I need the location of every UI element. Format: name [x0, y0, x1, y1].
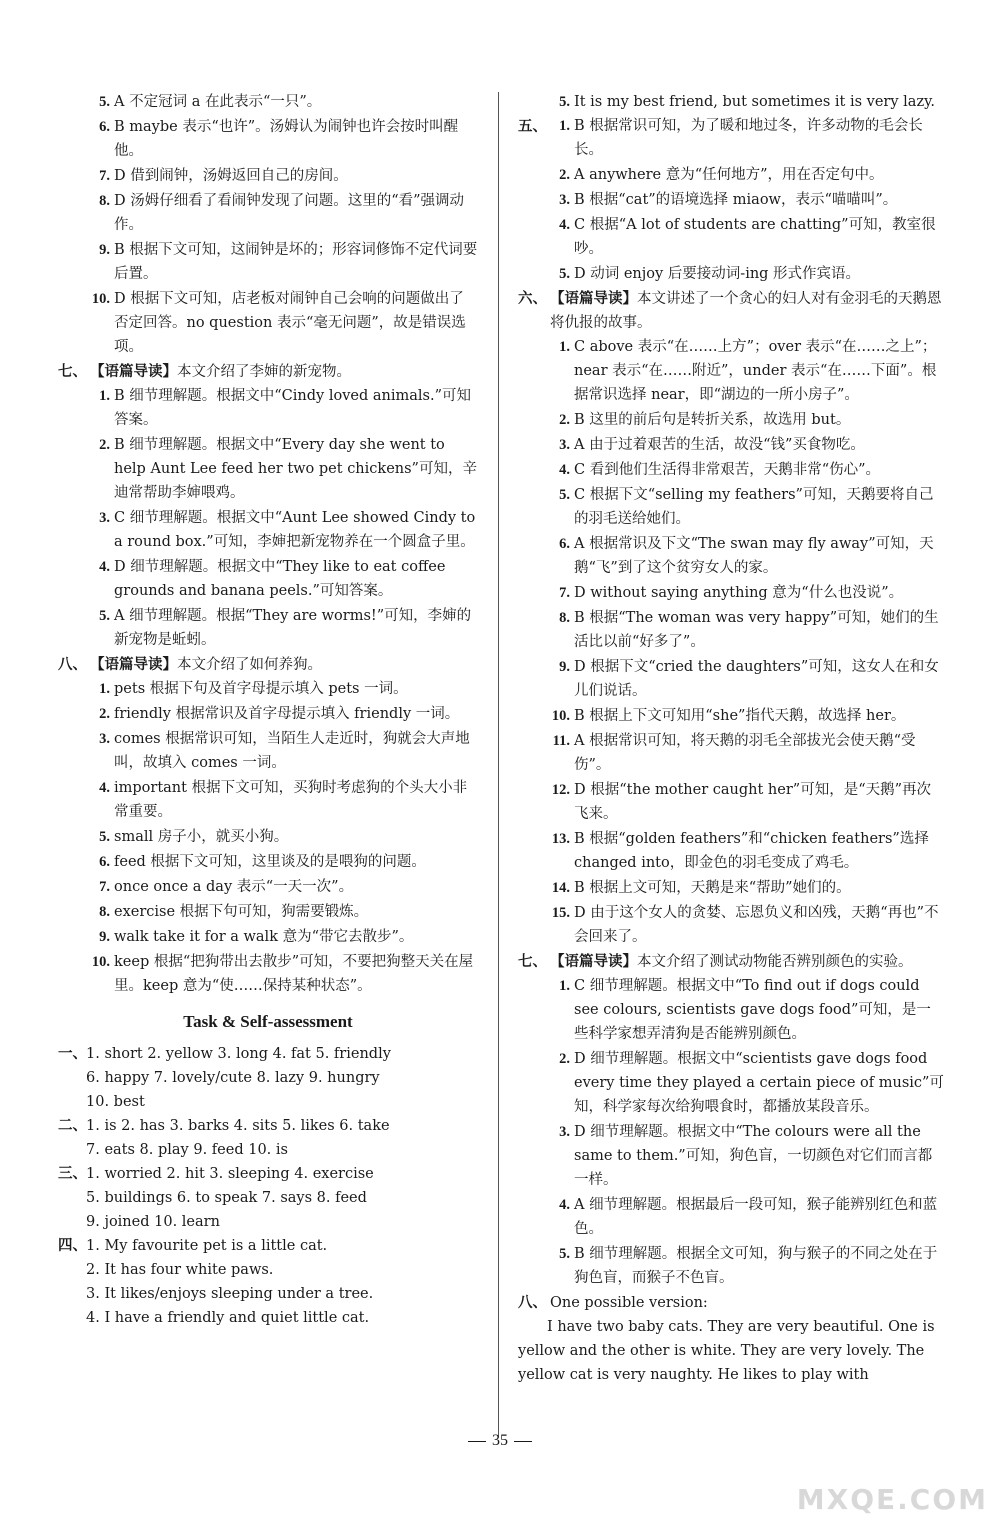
task-answers: [58, 1042, 478, 1330]
item-text: C 看到他们生活得非常艰苦，天鹅非常“伤心”。: [574, 462, 881, 478]
list-item: [58, 90, 478, 114]
item-text: A 细节理解题。根据最后一段可知，猴子能辨别红色和蓝色。: [574, 1197, 938, 1237]
item-number: 11.: [552, 733, 570, 749]
part6-heading: [518, 287, 944, 335]
part7-heading: [58, 360, 478, 384]
task-section-number: 三、: [58, 1165, 87, 1182]
list-item: [58, 900, 478, 924]
item-text: A 由于过着艰苦的生活，故没“钱”买食物吃。: [574, 437, 865, 453]
task-section: [58, 1042, 478, 1114]
list-item: [58, 677, 478, 701]
list-item: [518, 827, 944, 875]
list-item: [58, 238, 478, 286]
item-text: B 根据下文可知，这闹钟是坏的；形容词修饰不定代词要后置。: [114, 242, 478, 282]
list-item: [518, 655, 944, 703]
part7-list: [58, 384, 478, 652]
item-number: 5.: [559, 487, 570, 503]
item-text: A anywhere 意为“任何地方”，用在否定句中。: [574, 167, 884, 183]
part8-heading: [518, 1291, 944, 1315]
list-item: [518, 335, 944, 407]
item-text: walk take it for a walk 意为“带它去散步”。: [114, 929, 414, 945]
reading-guide-label: 【语篇导读】: [550, 290, 637, 307]
item-number: 14.: [551, 880, 570, 896]
list-item: [58, 702, 478, 726]
item-text: D 动词 enjoy 后要接动词-ing 形式作宾语。: [574, 266, 861, 282]
item-number: 2.: [559, 412, 570, 428]
item-number: 10.: [91, 954, 110, 970]
list-item: [518, 188, 944, 212]
item-text: B 细节理解题。根据文中“Every day she went to help Aunt Lee feed her two pet chickens”可知，辛迪常帮助李婶喂鸡。: [114, 437, 477, 501]
item-text: B 根据“cat”的语境选择 miaow，表示“喵喵叫”。: [574, 192, 898, 208]
item-number: 8.: [559, 610, 570, 626]
item-number: 3.: [559, 1124, 570, 1140]
item-number: 7.: [559, 585, 570, 601]
item-number: 13.: [551, 831, 570, 847]
reading-guide-label: 【语篇导读】: [90, 363, 177, 380]
item-number: 5.: [99, 608, 110, 624]
item-number: 1.: [559, 978, 570, 994]
part7-number: 七、: [518, 953, 547, 970]
item-text: A 根据常识可知，将天鹅的羽毛全部拔光会使天鹅“受伤”。: [574, 733, 916, 773]
item-text: friendly 根据常识及首字母提示填入 friendly 一词。: [114, 706, 460, 722]
list-item: [518, 114, 944, 162]
list-item: [58, 604, 478, 652]
right-column: [518, 90, 944, 1387]
item-number: 1.: [99, 681, 110, 697]
list-item: [518, 901, 944, 949]
answer-line: 10. best: [86, 1094, 145, 1110]
item-number: 8.: [99, 193, 110, 209]
reading-guide-label: 【语篇导读】: [550, 953, 637, 970]
item-text: B 根据“golden feathers”和“chicken feathers”选择 changed into，即金色的羽毛变成了鸡毛。: [574, 831, 929, 871]
item-number: 4.: [559, 217, 570, 233]
item-text: D 细节理解题。根据文中“scientists gave dogs food every time they played a certain piece of music”可知，科学家每次给狗喂食时，都播放某段音乐。: [574, 1051, 944, 1115]
item-text: pets 根据下句及首字母提示填入 pets 一词。: [114, 681, 408, 697]
item-number: 4.: [559, 1197, 570, 1213]
item-number: 5.: [559, 94, 570, 110]
part5-number: 五、: [518, 118, 547, 135]
list-item: [518, 408, 944, 432]
list-item: [58, 825, 478, 849]
item-number: 4.: [99, 780, 110, 796]
item-text: D 根据下文“cried the daughters”可知，这女人在和女儿们说话。: [574, 659, 939, 699]
list-item: [58, 555, 478, 603]
item-text: D without saying anything 意为“什么也没说”。: [574, 585, 904, 601]
list-item: [518, 458, 944, 482]
item-text: small 房子小，就买小狗。: [114, 829, 289, 845]
list-item: [518, 213, 944, 261]
task-section-number: 二、: [58, 1117, 87, 1134]
answer-line: 1. short 2. yellow 3. long 4. fat 5. friendly: [86, 1046, 391, 1062]
item-text: B maybe 表示“也许”。汤姆认为闹钟也许会按时叫醒他。: [114, 119, 459, 159]
list-item: [518, 1242, 944, 1290]
item-text: D 由于这个女人的贪婪、忘恩负义和凶残，天鹅“再也”不会回来了。: [574, 905, 939, 945]
answer-line: 4. I have a friendly and quiet little cat.: [86, 1310, 370, 1326]
item-text: B 根据上下文可知用“she”指代天鹅，故选择 her。: [574, 708, 906, 724]
list-item: [58, 189, 478, 237]
list-item: [58, 850, 478, 874]
item-text: C 根据“A lot of students are chatting”可知，教室很吵。: [574, 217, 936, 257]
task-section-number: 一、: [58, 1045, 87, 1062]
reading-guide-label: 【语篇导读】: [90, 656, 177, 673]
item-number: 9.: [559, 659, 570, 675]
list-item: [58, 776, 478, 824]
item-text: C 细节理解题。根据文中“To find out if dogs could see colours, scientists gave dogs food”可知，是一些科学家想弄清狗是否能辨别颜色。: [574, 978, 931, 1042]
column-divider: [498, 92, 499, 1437]
item-text: C 细节理解题。根据文中“Aunt Lee showed Cindy to a round box.”可知，李婶把新宠物养在一个圆盒子里。: [114, 510, 476, 550]
list-item: [58, 164, 478, 188]
item-text: B 根据上文可知，天鹅是来“帮助”她们的。: [574, 880, 851, 896]
item-number: 6.: [99, 119, 110, 135]
part6-tail-list: [58, 90, 478, 359]
list-item: [58, 925, 478, 949]
item-text: B 细节理解题。根据文中“Cindy loved animals.”可知答案。: [114, 388, 471, 428]
item-number: 1.: [559, 339, 570, 355]
list-item: [518, 778, 944, 826]
item-number: 2.: [99, 706, 110, 722]
list-item: [58, 950, 478, 998]
item-text: C 根据下文“selling my feathers”可知，天鹅要将自己的羽毛送给她们。: [574, 487, 934, 527]
item-text: D 根据“the mother caught her”可知，是“天鹅”再次飞来。: [574, 782, 932, 822]
list-item: [518, 532, 944, 580]
item-number: 9.: [99, 242, 110, 258]
part8-list: [58, 677, 478, 998]
answer-line: 5. buildings 6. to speak 7. says 8. feed: [86, 1190, 367, 1206]
item-number: 8.: [99, 904, 110, 920]
list-item: [518, 433, 944, 457]
item-number: 6.: [559, 536, 570, 552]
part7-number: 七、: [58, 363, 87, 380]
item-text: D 细节理解题。根据文中“They like to eat coffee grounds and banana peels.”可知答案。: [114, 559, 446, 599]
answer-line: 9. joined 10. learn: [86, 1214, 220, 1230]
item-text: D 根据下文可知，店老板对闹钟自己会响的问题做出了否定回答。no question 表示“毫无问题”，故是错误选项。: [114, 291, 466, 355]
answer-line: 3. It likes/enjoys sleeping under a tree.: [86, 1286, 374, 1302]
item-number: 3.: [559, 192, 570, 208]
item-number: 7.: [99, 168, 110, 184]
item-text: B 细节理解题。根据全文可知，狗与猴子的不同之处在于狗色盲，而猴子不色盲。: [574, 1246, 938, 1286]
item-number: 2.: [559, 1051, 570, 1067]
part8-number: 八、: [58, 656, 87, 673]
part8-number: 八、: [518, 1294, 547, 1311]
task-section: [58, 1234, 478, 1330]
item-number: 4.: [99, 559, 110, 575]
item-text: B 根据“The woman was very happy”可知，她们的生活比以前“好多了”。: [574, 610, 939, 650]
list-item: [58, 875, 478, 899]
item-text: comes 根据常识可知，当陌生人走近时，狗就会大声地叫，故填入 comes 一词。: [114, 731, 470, 771]
list-item: [58, 433, 478, 505]
item-text: A 不定冠词 a 在此表示“一只”。: [114, 94, 322, 110]
answer-line: 6. happy 7. lovely/cute 8. lazy 9. hungry: [86, 1070, 380, 1086]
task-section: [58, 1162, 478, 1234]
page-number: [0, 1432, 1000, 1450]
item-text: B 这里的前后句是转折关系，故选用 but。: [574, 412, 851, 428]
list-item: [58, 287, 478, 359]
answer-line: 1. is 2. has 3. barks 4. sits 5. likes 6. take: [86, 1118, 390, 1134]
list-item: [518, 1047, 944, 1119]
item-text: D 借到闹钟，汤姆返回自己的房间。: [114, 168, 348, 184]
list-item: [518, 606, 944, 654]
reading-guide-text: 本文介绍了测试动物能否辨别颜色的实验。: [637, 954, 913, 970]
list-item: [518, 974, 944, 1046]
list-item: [518, 1193, 944, 1241]
item-number: 7.: [99, 879, 110, 895]
part7-heading: [518, 950, 944, 974]
item-text: D 细节理解题。根据文中“The colours were all the same to them.”可知，狗色盲，一切颜色对它们而言都一样。: [574, 1124, 933, 1188]
answer-line: 1. My favourite pet is a little cat.: [86, 1238, 328, 1254]
list-item: [518, 704, 944, 728]
answer-line: 7. eats 8. play 9. feed 10. is: [86, 1142, 288, 1158]
item-text: A 根据常识及下文“The swan may fly away”可知，天鹅“飞”到了这个贫穷女人的家。: [574, 536, 934, 576]
list-item: [518, 729, 944, 777]
part8-heading: [58, 653, 478, 677]
task-section-number: 四、: [58, 1237, 87, 1254]
item-text: C above 表示“在……上方”；over 表示“在……之上”；near 表示“在……附近”，under 表示“在……下面”。根据常识选择 near，即“湖边的一所小房子”。: [574, 339, 937, 403]
part5-list: [518, 114, 944, 286]
item-number: 1.: [99, 388, 110, 404]
item-text: important 根据下文可知，买狗时考虑狗的个头大小非常重要。: [114, 780, 468, 820]
page-number-value: 35: [492, 1432, 508, 1449]
item-number: 5.: [559, 1246, 570, 1262]
item-number: 2.: [99, 437, 110, 453]
item-text: B 根据常识可知，为了暖和地过冬，许多动物的毛会长长。: [574, 118, 923, 158]
list-item: [58, 727, 478, 775]
list-item: [58, 384, 478, 432]
watermark-logo: [688, 1452, 988, 1516]
item-number: 3.: [99, 731, 110, 747]
item-number: 2.: [559, 167, 570, 183]
item-number: 10.: [91, 291, 110, 307]
part6-number: 六、: [518, 290, 547, 307]
item-text: A 细节理解题。根据“They are worms!”可知，李婶的新宠物是蚯蚓。: [114, 608, 472, 648]
reading-guide-text: 本文讲述了一个贪心的妇人对有金羽毛的天鹅恩将仇报的故事。: [550, 291, 942, 331]
answer-line: 2. It has four white paws.: [86, 1262, 274, 1278]
list-item: [518, 581, 944, 605]
item-number: 3.: [99, 510, 110, 526]
list-item: [518, 1120, 944, 1192]
item-text: feed 根据下文可知，这里谈及的是喂狗的问题。: [114, 854, 426, 870]
item-number: 3.: [559, 437, 570, 453]
item-text: keep 根据“把狗带出去散步”可知，不要把狗整天关在屋里。keep 意为“使……保持某种状态”。: [114, 954, 474, 994]
item-number: 1.: [559, 118, 570, 134]
list-item: [518, 163, 944, 187]
sample-essay: I have two baby cats. They are very beautiful. One is yellow and the other is white. They are very lovely. The yellow cat is very naughty. He likes to play with: [518, 1319, 935, 1383]
item-number: 15.: [551, 905, 570, 921]
list-item: [518, 90, 944, 114]
list-item: [518, 262, 944, 286]
item-text: once once a day 表示“一天一次”。: [114, 879, 354, 895]
item-number: 12.: [551, 782, 570, 798]
list-item: [518, 483, 944, 531]
list-item: [58, 506, 478, 554]
item-number: 6.: [99, 854, 110, 870]
list-item: [58, 115, 478, 163]
answer-line: 1. worried 2. hit 3. sleeping 4. exercise: [86, 1166, 374, 1182]
item-number: 5.: [99, 829, 110, 845]
item-number: 5.: [559, 266, 570, 282]
item-text: It is my best friend, but sometimes it is very lazy.: [574, 94, 935, 110]
watermark-text: MXQE.COM: [796, 1483, 988, 1516]
list-item: [518, 876, 944, 900]
item-number: 4.: [559, 462, 570, 478]
item-text: D 汤姆仔细看了看闹钟发现了问题。这里的“看”强调动作。: [114, 193, 465, 233]
item-number: 10.: [551, 708, 570, 724]
item-text: exercise 根据下句可知，狗需要锻炼。: [114, 904, 369, 920]
essay-label: One possible version:: [550, 1295, 708, 1311]
reading-guide-text: 本文介绍了李婶的新宠物。: [177, 364, 351, 380]
left-column: [58, 90, 478, 1330]
item-number: 9.: [99, 929, 110, 945]
reading-guide-text: 本文介绍了如何养狗。: [177, 657, 322, 673]
task-section-title: Task & Self-assessment: [183, 1012, 353, 1031]
item-number: 5.: [99, 94, 110, 110]
task-section: [58, 1114, 478, 1162]
part6-list: [518, 335, 944, 949]
part7-list: [518, 974, 944, 1290]
